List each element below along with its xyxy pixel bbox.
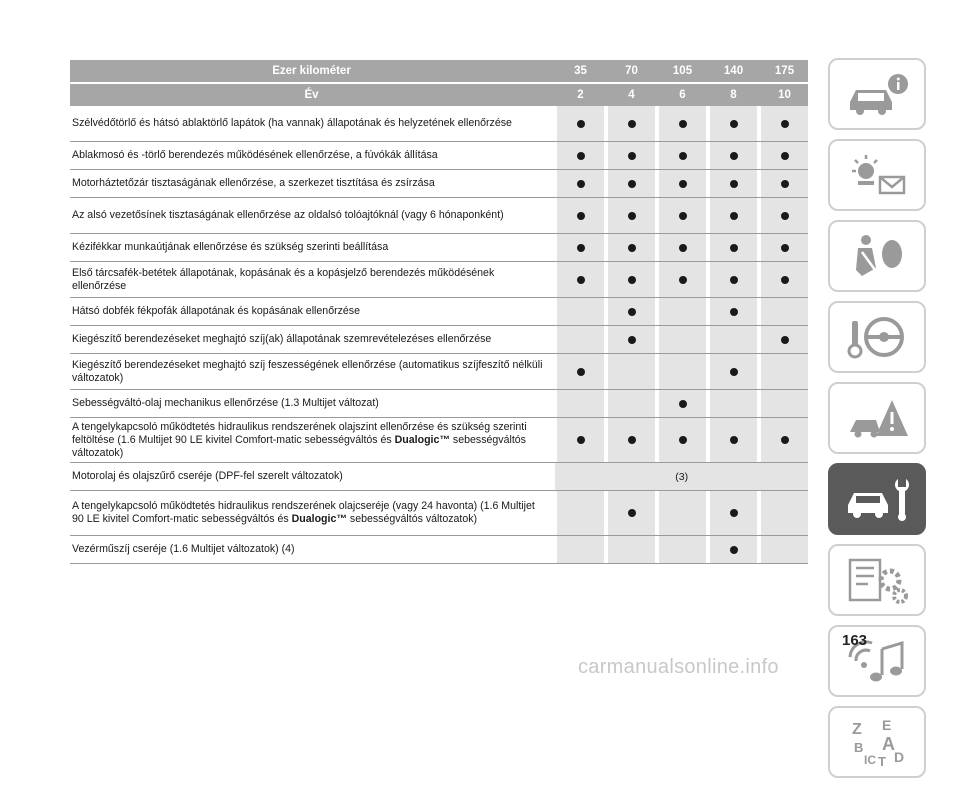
dashboard-lights-icon [842,149,912,201]
check-dot-icon [577,212,585,220]
table-row [70,234,808,262]
svg-text:D: D [894,749,905,765]
row-description [70,491,553,535]
check-dot-icon [577,276,585,284]
row-text-after: sebességváltós változatok) [346,513,478,525]
header-km-label: Ezer kilométer [272,65,351,77]
header-km-cell: 140 [723,65,744,77]
interval-cell [710,418,757,462]
interval-cell [710,354,757,389]
car-info-icon [842,68,912,120]
row-description [70,390,553,417]
header-km-cell: 105 [672,65,693,77]
interval-cell [557,170,604,197]
check-dot-icon [679,400,687,408]
interval-cell [557,234,604,261]
check-dot-icon [730,509,738,517]
check-dot-icon [781,120,789,128]
table-row [70,170,808,198]
chapter-tab[interactable] [828,301,926,373]
table-row [70,354,808,390]
interval-cell [608,390,655,417]
table-row [70,262,808,298]
chapter-tab[interactable] [828,139,926,211]
check-dot-icon [730,436,738,444]
table-row [70,142,808,170]
row-description [70,234,553,261]
interval-cell [761,142,808,169]
check-dot-icon [679,120,687,128]
interval-cell [557,390,604,417]
row-description [70,106,553,141]
check-dot-icon [679,212,687,220]
header-km-row [70,60,808,82]
check-dot-icon [577,180,585,188]
check-dot-icon [679,436,687,444]
check-dot-icon [730,212,738,220]
interval-cell [761,491,808,535]
check-dot-icon [781,180,789,188]
interval-cell [761,262,808,297]
interval-cell [659,198,706,233]
table-row [70,326,808,354]
interval-cell [659,298,706,325]
interval-cell [659,262,706,297]
check-dot-icon [781,212,789,220]
row-description [70,536,553,563]
steering-wheel-key-icon [842,311,912,363]
row-description [70,198,553,233]
interval-cell [659,106,706,141]
row-text: Motorháztetőzár tisztaságának ellenőrzése, a szerkezet tisztítása és zsírzása [72,177,435,189]
interval-cell [659,234,706,261]
interval-cell [761,170,808,197]
check-dot-icon [730,308,738,316]
check-dot-icon [628,180,636,188]
check-dot-icon [628,276,636,284]
check-dot-icon [628,336,636,344]
row-text: Az alsó vezetősínek tisztaságának ellenőrzése az oldalsó tolóajtóknál (vagy 6 hónaponként) [72,209,504,221]
check-dot-icon [781,276,789,284]
interval-cell [710,198,757,233]
check-dot-icon [781,436,789,444]
header-year-cell: 6 [679,89,686,101]
interval-cell [557,106,604,141]
table-row [70,491,808,536]
check-dot-icon [679,244,687,252]
interval-cell [659,418,706,462]
check-dot-icon [577,436,585,444]
interval-cell [557,198,604,233]
interval-cell [659,536,706,563]
row-text: A tengelykapcsoló működtetés hidraulikus rendszerének olajszint ellenőrzése és szükség szerinti feltöltése (1.6 Multijet 90 LE kivitel Comfort-matic sebességváltós és [72,420,527,446]
row-text-bold: Dualogic™ [394,433,450,446]
table-row [70,198,808,234]
header-year-label: Év [304,89,319,101]
interval-cell [761,234,808,261]
header-km-cell: 175 [774,65,795,77]
table-row [70,390,808,418]
interval-cell [608,198,655,233]
watermark-text: carmanualsonline.info [578,656,779,678]
row-description [70,354,553,389]
check-dot-icon [730,244,738,252]
interval-cell [608,106,655,141]
interval-cell [710,106,757,141]
interval-cell [710,491,757,535]
interval-cell [659,491,706,535]
interval-cell [557,262,604,297]
check-dot-icon [781,244,789,252]
row-description [70,326,553,353]
interval-cell [608,491,655,535]
check-dot-icon [628,152,636,160]
row-description [70,298,553,325]
row-description [70,262,553,297]
interval-cell [710,234,757,261]
table-row [70,298,808,326]
interval-cell [761,390,808,417]
header-year-cell: 10 [778,89,791,101]
interval-cell [557,142,604,169]
row-text: Szélvédőtörlő és hátsó ablaktörlő lapátok (ha vannak) állapotának és helyzetének ellenőrzése [72,117,512,129]
row-text: Kiegészítő berendezéseket meghajtó szíj feszességének ellenőrzése (automatikus szíjfeszítő nélküli változatok) [72,358,543,384]
check-dot-icon [577,120,585,128]
row-text-bold: Dualogic™ [291,513,347,525]
interval-cell [659,326,706,353]
check-dot-icon [577,368,585,376]
check-dot-icon [730,152,738,160]
header-year-row [70,84,808,106]
header-year-cell: 8 [730,89,737,101]
row-text-after: sebességváltós változatok) [72,433,526,459]
interval-cell [659,170,706,197]
svg-text:IC: IC [864,753,876,767]
header-km-cell: 35 [574,65,587,77]
check-dot-icon [730,368,738,376]
interval-cell [761,354,808,389]
row-description [70,142,553,169]
chapter-tab[interactable] [828,58,926,130]
check-dot-icon [577,244,585,252]
interval-cell [608,142,655,169]
interval-cell [710,142,757,169]
note-cell: (3) [555,463,808,490]
car-maintenance-wrench-icon [842,473,912,525]
interval-cell [710,390,757,417]
interval-cell [557,354,604,389]
check-dot-icon [628,244,636,252]
table-body [70,106,808,564]
interval-cell [608,354,655,389]
header-year-cell: 4 [628,89,635,101]
interval-cell [761,106,808,141]
interval-cell [557,536,604,563]
svg-text:Z: Z [852,721,862,738]
interval-cell [761,326,808,353]
check-dot-icon [628,509,636,517]
table-row [70,463,808,491]
check-dot-icon [679,276,687,284]
interval-cell [557,491,604,535]
header-km-cell: 70 [625,65,638,77]
row-description [70,463,551,490]
interval-cell [710,298,757,325]
check-dot-icon [628,308,636,316]
chapter-tab[interactable] [828,706,926,778]
row-text: Kiegészítő berendezéseket meghajtó szíj(ak) állapotának szemrevételezéses ellenőrzése [72,333,492,345]
check-dot-icon [679,180,687,188]
table-row [70,418,808,463]
row-text: Vezérműszíj cseréje (1.6 Multijet változatok) (4) [72,543,295,555]
interval-cell [659,390,706,417]
svg-text:T: T [878,754,886,768]
interval-cell [557,418,604,462]
interval-cell [710,536,757,563]
interval-cell [608,234,655,261]
interval-cell [557,326,604,353]
check-dot-icon [628,120,636,128]
svg-text:E: E [882,717,892,733]
chapter-tab[interactable] [828,544,926,616]
check-dot-icon [781,336,789,344]
interval-cell [608,298,655,325]
technical-data-gears-icon [842,554,912,606]
check-dot-icon [730,180,738,188]
check-dot-icon [577,152,585,160]
check-dot-icon [628,212,636,220]
check-dot-icon [730,276,738,284]
index-alphabet-icon [842,716,912,768]
row-text: Hátsó dobfék fékpofák állapotának és kopásának ellenőrzése [72,305,360,317]
interval-cell [710,326,757,353]
check-dot-icon [679,152,687,160]
interval-cell [761,536,808,563]
interval-cell [761,198,808,233]
row-text: Első tárcsafék-betétek állapotának, kopásának és a kopásjelző berendezés működésének ellenőrzése [72,266,495,292]
header-year-cell: 2 [577,89,584,101]
row-text: Sebességváltó-olaj mechanikus ellenőrzése (1.3 Multijet változat) [72,397,379,409]
table-row [70,106,808,142]
airbag-safety-icon [842,230,912,282]
interval-cell [659,354,706,389]
interval-cell [761,298,808,325]
warning-triangle-car-icon [842,392,912,444]
row-text: Kézifékkar munkaútjának ellenőrzése és szükség szerinti beállítása [72,241,389,253]
interval-cell [659,142,706,169]
interval-cell [761,418,808,462]
row-description [70,418,553,462]
check-dot-icon [781,152,789,160]
interval-cell [608,418,655,462]
check-dot-icon [730,546,738,554]
page-number: 163 [842,632,868,649]
check-dot-icon [730,120,738,128]
interval-cell [557,298,604,325]
chapter-tab[interactable] [828,382,926,454]
svg-text:B: B [854,740,864,755]
maintenance-table [70,60,808,564]
chapter-tab[interactable] [828,463,926,535]
interval-cell [608,326,655,353]
chapter-sidebar [828,58,926,787]
row-text: Motorolaj és olajszűrő cseréje (DPF-fel szerelt változatok) [72,470,343,482]
interval-cell [608,536,655,563]
row-text: A tengelykapcsoló működtetés hidraulikus rendszerének olajcseréje (vagy 24 havonta) (1.6 Multijet 90 LE kivitel Comfort-matic sebességváltós és [72,500,535,525]
interval-cell [710,170,757,197]
interval-cell [608,170,655,197]
interval-cell [608,262,655,297]
row-text: Ablakmosó és -törlő berendezés működésének ellenőrzése, a fúvókák állítása [72,149,438,161]
svg-text:A: A [882,734,895,754]
table-row [70,536,808,564]
check-dot-icon [628,436,636,444]
chapter-tab[interactable] [828,220,926,292]
row-description [70,170,553,197]
interval-cell [710,262,757,297]
